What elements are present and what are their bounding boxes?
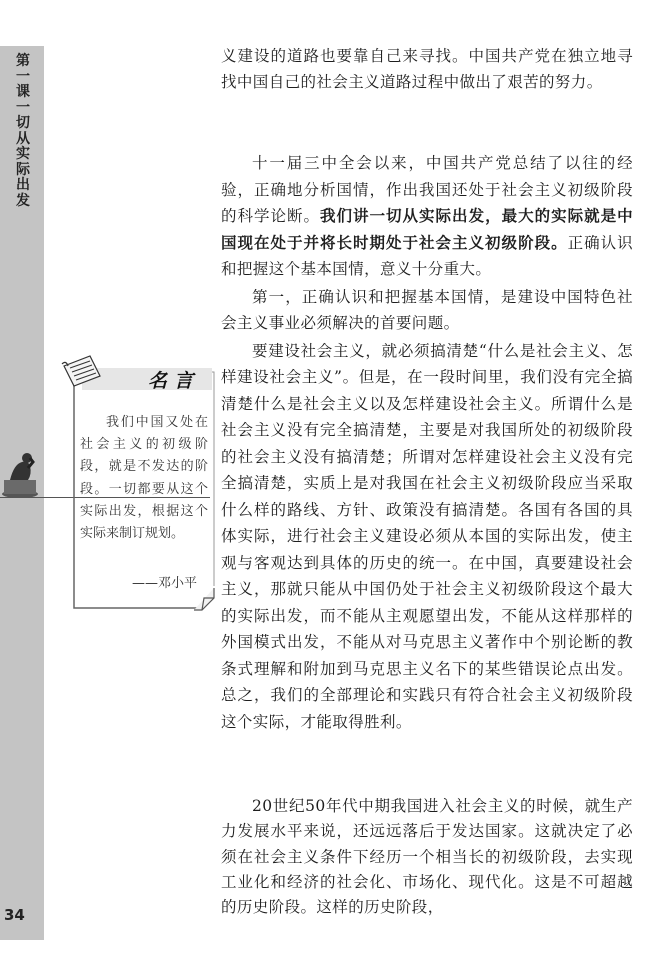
quote-author: ——邓小平	[132, 576, 198, 591]
paragraph-building-socialism: 要建设社会主义，就必须搞清楚“什么是社会主义、怎样建设社会主义”。但是，在一段时间里，我们没有完全搞清楚什么是社会主义以及怎样建设社会主义。所谓什么是社会主义没有完全搞清楚，主要是对我国所处的初级阶段的社会主义没有搞清楚；所谓对怎样建设社会主义没有完全搞清楚，实质上是对我国在社会主义初级阶段应当采取什么样的路线、方针、政策没有搞清楚。各国有各国的具体实际，进行社会主义建设必须从本国的实际出发，使主观与客观达到具体的历史的统一。在中国，真要建设社会主义，那就只能从中国仍处于社会主义初级阶段这个最大的实际出发，而不能从主观愿望出发，不能从这样那样的外国模式出发，不能从对马克思主义著作中个别论断的教条式理解和附加到马克思主义名下的某些错误论点出发。总之，我们的全部理论和实践只有符合社会主义初级阶段这个实际，才能取得胜利。	[221, 341, 633, 731]
quote-text: 我们中国又处在社会主义的初级阶段，就是不发达的阶段。一切都要从这个实际出发，根据这个实际来制订规划。	[80, 415, 208, 542]
page-number: 34	[4, 906, 25, 924]
paragraph-basic-state: 十一届三中全会以来，中国共产党总结了以往的经验，正确地分析国情，作出我国还处于社会主义初级阶段的科学论断。我们讲一切从实际出发，最大的实际就是中国现在处于并将长时期处于社会主义初级阶段。正确认识和把握这个基本国情，意义十分重大。	[221, 154, 633, 278]
scroll-paper-icon	[60, 354, 104, 388]
paragraph-1950s: 20世纪50年代中期我国进入社会主义的时候，就生产力发展水平来说，还远远落后于发达国家。这就决定了必须在社会主义条件下经历一个相当长的初级阶段，去实现工业化和经济的社会化、市场化、现代化。这是不可超越的历史阶段。这样的历史阶段，	[221, 797, 633, 917]
quote-title: 名言	[148, 370, 201, 392]
famous-quote-box	[52, 350, 220, 612]
main-section	[221, 150, 633, 736]
chapter-title: 第一课 一切从实际出发	[16, 53, 30, 209]
paragraph-first-point: 第一，正确认识和把握基本国情，是建设中国特色社会主义事业必须解决的首要问题。	[221, 287, 633, 332]
folded-corner-icon	[192, 586, 218, 612]
thinker-statue-icon	[0, 446, 46, 498]
bold-statement: 我们讲一切从实际出发，最大的实际就是中国现在处于并将长时期处于社会主义初级阶段。	[221, 206, 633, 252]
paragraph-continued: 义建设的道路也要靠自己来寻找。中国共产党在独立地寻找中国自己的社会主义道路过程中做出了艰苦的努力。	[221, 47, 633, 91]
